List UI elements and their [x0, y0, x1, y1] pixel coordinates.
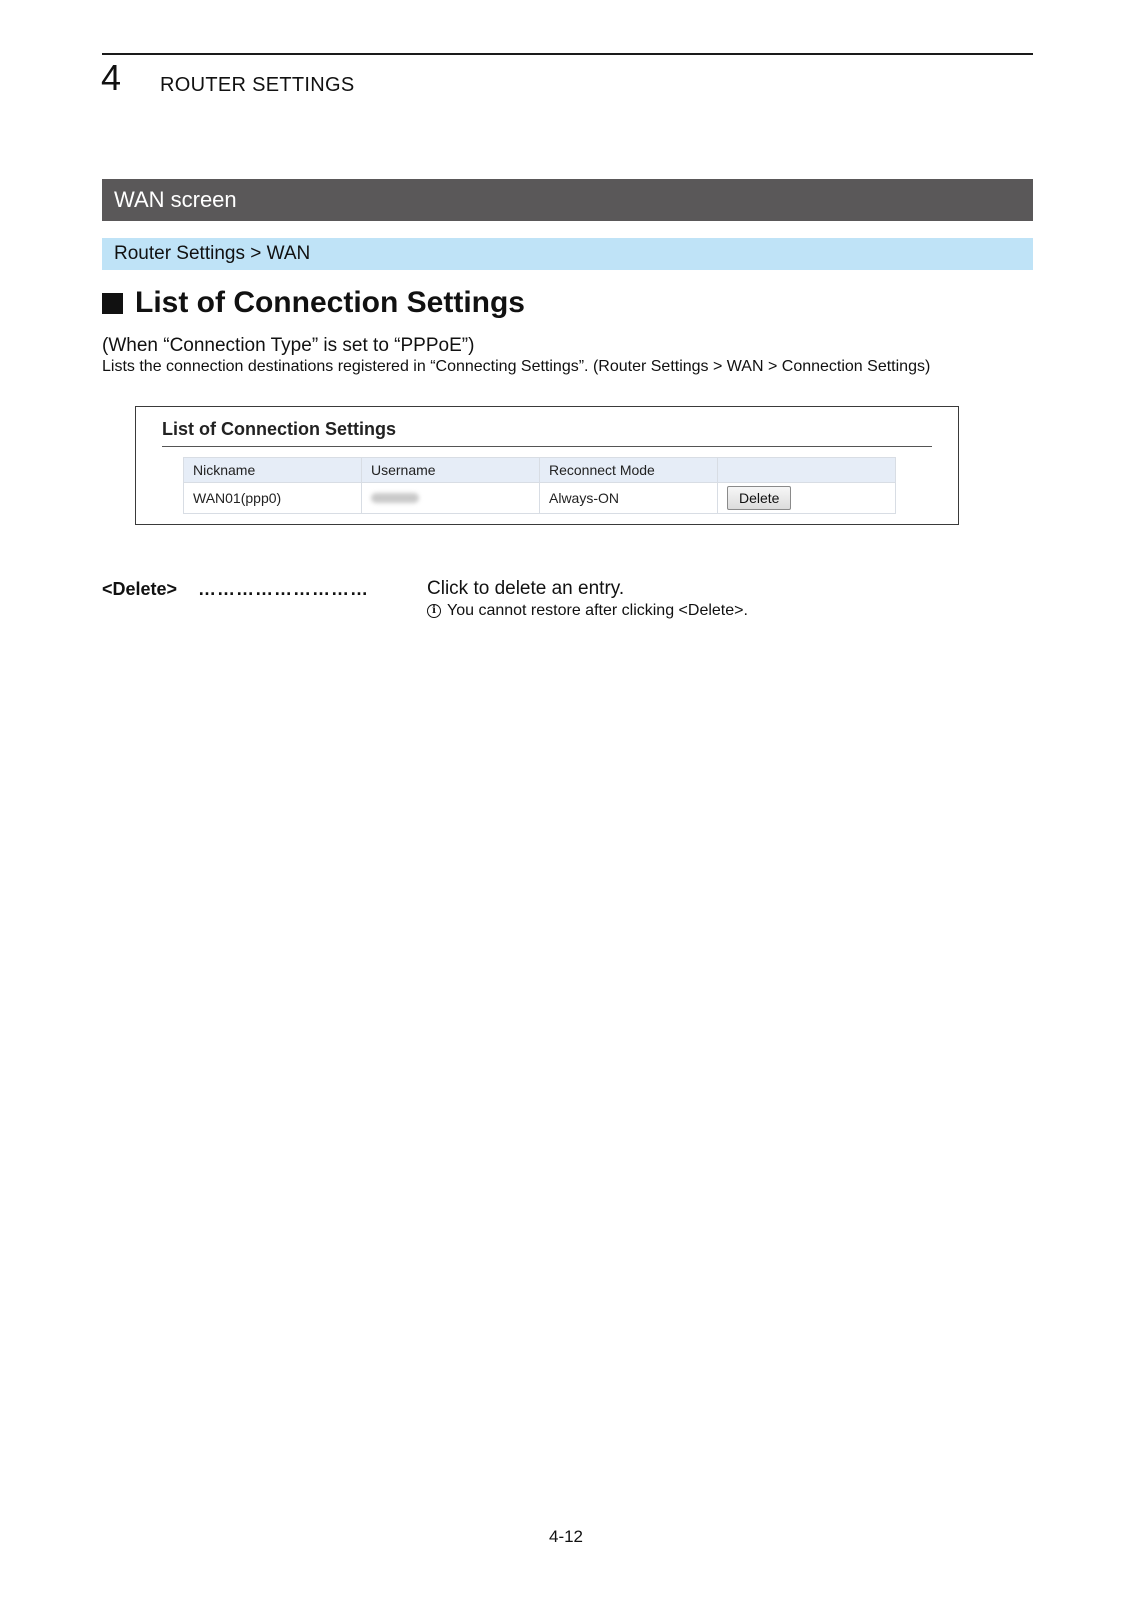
section-title-bar — [102, 179, 1033, 221]
cell-username — [362, 483, 540, 514]
condition-text: (When “Connection Type” is set to “PPPoE”) — [102, 335, 475, 356]
column-header-action — [718, 458, 896, 483]
cell-nickname: WAN01(ppp0) — [184, 483, 362, 514]
black-square-icon — [102, 293, 123, 314]
definition-note — [427, 601, 748, 621]
panel-title: List of Connection Settings — [162, 419, 396, 439]
header-rule — [102, 53, 1033, 55]
section-title: WAN screen — [114, 187, 237, 212]
cell-action — [718, 483, 896, 514]
blurred-username — [371, 493, 419, 503]
table-row — [184, 483, 896, 514]
panel-divider — [162, 446, 932, 447]
page-number: 4-12 — [548, 1527, 584, 1546]
page-heading — [102, 285, 525, 321]
description-text: Lists the connection destinations registered in “Connecting Settings”. (Router Settings > WAN > Connection Settings) — [102, 358, 931, 375]
table-header-row — [184, 458, 896, 483]
connection-settings-table — [183, 457, 896, 514]
chapter-number: 4 — [101, 57, 122, 98]
definition-description: Click to delete an entry. — [427, 578, 625, 599]
column-header-nickname: Nickname — [184, 458, 362, 483]
screenshot-frame — [135, 406, 959, 525]
breadcrumb — [102, 238, 1033, 270]
chapter-title: ROUTER SETTINGS — [160, 74, 355, 96]
breadcrumb-text: Router Settings > WAN — [114, 243, 311, 264]
info-icon: i — [427, 604, 441, 618]
definition-leader: ……………………… — [198, 579, 369, 599]
note-text: You cannot restore after clicking <Delete>. — [447, 602, 748, 619]
heading-title: List of Connection Settings — [135, 286, 525, 319]
column-header-reconnect-mode: Reconnect Mode — [540, 458, 718, 483]
definition-term: <Delete> — [102, 579, 178, 599]
column-header-username: Username — [362, 458, 540, 483]
delete-button[interactable]: Delete — [727, 486, 791, 510]
cell-reconnect-mode: Always-ON — [540, 483, 718, 514]
